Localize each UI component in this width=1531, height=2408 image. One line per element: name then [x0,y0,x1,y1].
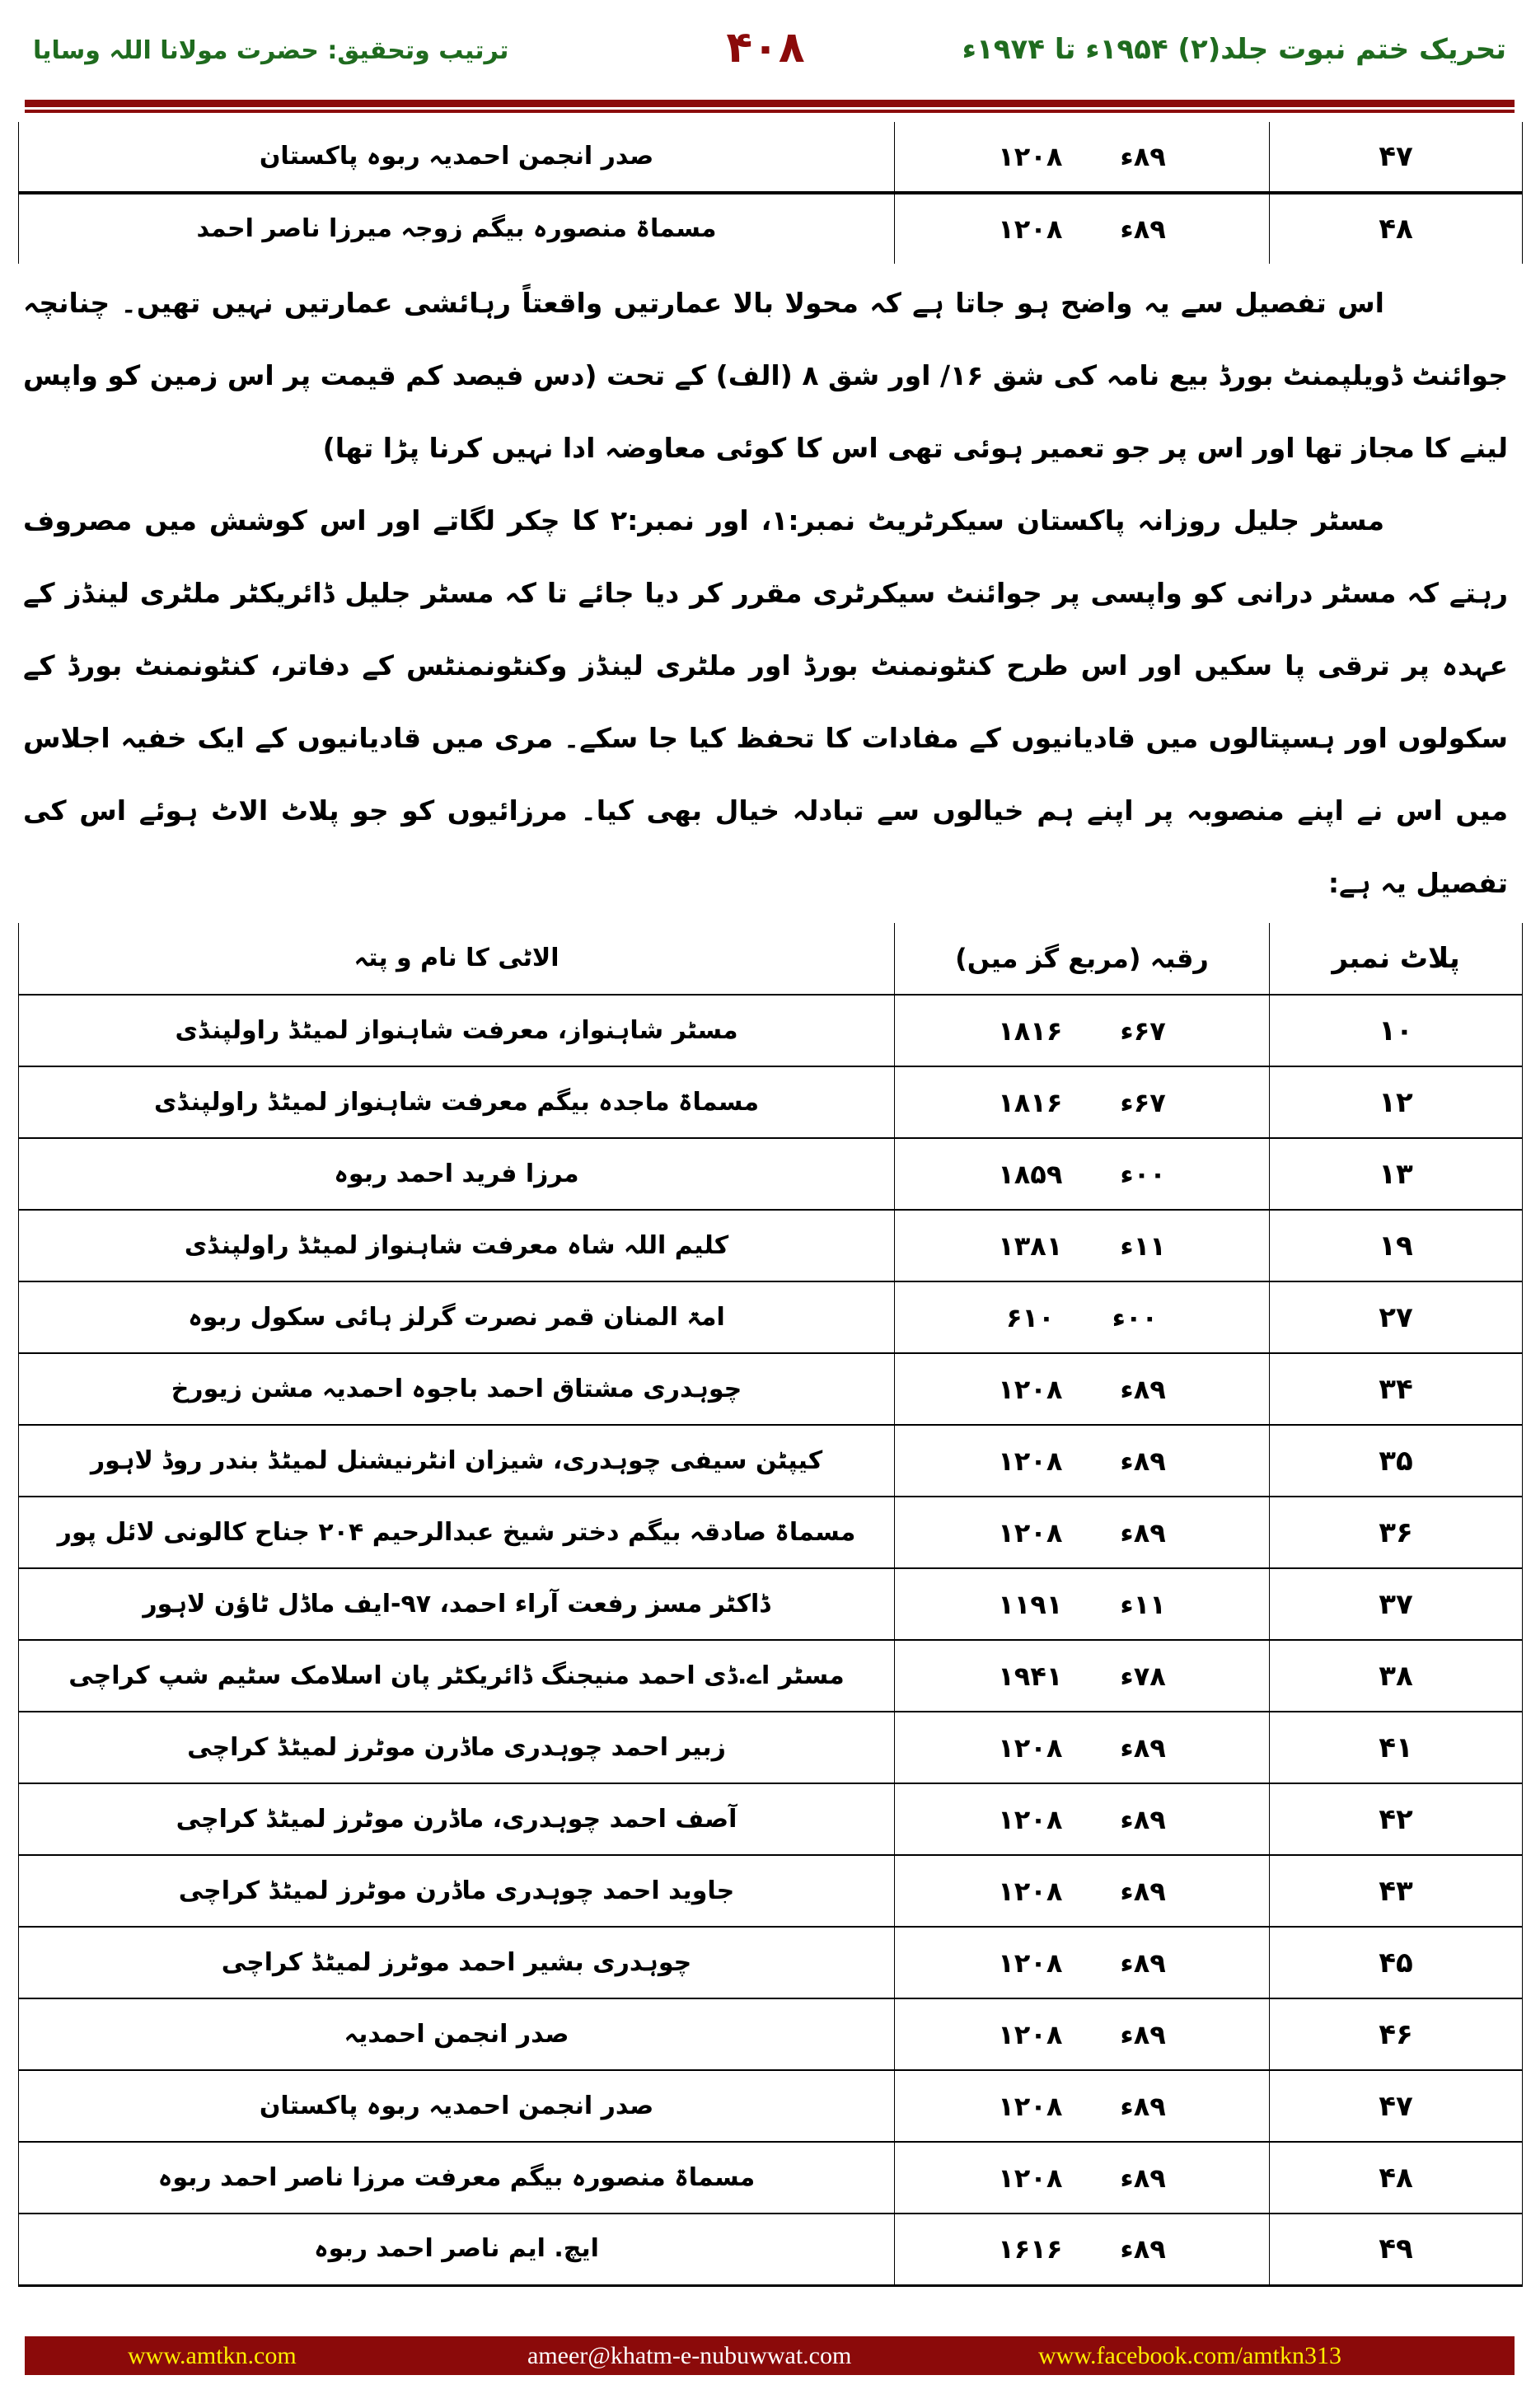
table-header-row [19,923,1523,995]
area-whole: ۱۲۰۸ [998,2018,1063,2050]
allottee-cell: مسماۃ منصورہ بیگم معرفت مرزا ناصر احمد ربوہ [19,2142,895,2214]
area-fraction: ۸۹ء [1120,141,1166,172]
allottee-cell: چوہدری مشتاق احمد باجوہ احمدیہ مشن زیورخ [19,1353,895,1425]
area-fraction: ۸۹ء [1120,1373,1166,1405]
area-cell [895,1353,1270,1425]
plot-number-cell: ۱۹ [1270,1210,1523,1281]
area-cell [895,193,1270,264]
area-cell [895,1066,1270,1138]
allottee-cell: صدر انجمن احمدیہ ربوہ پاکستان [19,2070,895,2142]
area-cell [895,2214,1270,2285]
page-number: ۴۰۸ [726,23,805,73]
table-row [19,2070,1523,2142]
area-fraction: ۸۹ء [1120,213,1166,245]
allottee-cell: جاوید احمد چوہدری ماڈرن موٹرز لمیٹڈ کراچی [19,1855,895,1927]
area-whole: ۱۲۰۸ [998,141,1063,172]
allottee-cell: مسماۃ صادقہ بیگم دختر شیخ عبدالرحیم ۲۰۴ جناح کالونی لائل پور [19,1497,895,1568]
header-plot-number: پلاٹ نمبر [1270,923,1523,995]
table-row [19,1998,1523,2070]
area-whole: ۱۲۰۸ [998,1875,1063,1907]
area-whole: ۱۶۱۶ [998,2233,1063,2265]
table-row [19,1425,1523,1497]
area-whole: ۱۲۰۸ [998,1947,1063,1979]
area-fraction: ۸۹ء [1120,1731,1166,1764]
area-whole: ۱۲۰۸ [998,2162,1063,2194]
area-whole: ۱۲۰۸ [998,213,1063,245]
allottee-cell: کیپٹن سیفی چوہدری، شیزان انٹرنیشنل لمیٹڈ بندر روڈ لاہور [19,1425,895,1497]
table-row [19,1855,1523,1927]
footer-email-link[interactable]: ameer@khatm-e-nubuwwat.com [527,2341,852,2369]
area-fraction: ۸۹ء [1120,2233,1166,2265]
plot-number-cell: ۴۹ [1270,2214,1523,2285]
area-cell [895,122,1270,193]
allottee-cell: مسٹر اے.ڈی احمد منیجنگ ڈائریکٹر پان اسلامک سٹیم شپ کراچی [19,1640,895,1712]
table-row [19,1927,1523,1998]
allottee-cell: امۃ المنان قمر نصرت گرلز ہائی سکول ربوہ [19,1281,895,1353]
footer-facebook-link[interactable]: www.facebook.com/amtkn313 [1038,2341,1341,2369]
area-cell [895,995,1270,1066]
plot-number-cell: ۴۸ [1270,193,1523,264]
area-cell [895,1497,1270,1568]
area-cell [895,1783,1270,1855]
area-cell [895,1855,1270,1927]
table-row [19,1640,1523,1712]
area-fraction: ۶۷ء [1120,1086,1166,1118]
area-whole: ۱۲۰۸ [998,1803,1063,1835]
area-cell [895,1640,1270,1712]
plot-number-cell: ۴۵ [1270,1927,1523,1998]
plot-number-cell: ۳۶ [1270,1497,1523,1568]
allottee-cell: مسماۃ ماجدہ بیگم معرفت شاہنواز لمیٹڈ راولپنڈی [19,1066,895,1138]
area-fraction: ۸۹ء [1120,1947,1166,1979]
plot-number-cell: ۴۱ [1270,1712,1523,1783]
plot-number-cell: ۴۲ [1270,1783,1523,1855]
plot-number-cell: ۴۶ [1270,1998,1523,2070]
area-whole: ۱۱۹۱ [998,1588,1063,1620]
area-fraction: ۸۹ء [1120,1445,1166,1477]
area-cell [895,1425,1270,1497]
table-row [19,1568,1523,1640]
table-row [19,1353,1523,1425]
table-row [19,122,1523,193]
table-row [19,1281,1523,1353]
table-row [19,1066,1523,1138]
plot-number-cell: ۱۳ [1270,1138,1523,1210]
area-fraction: ۷۸ء [1120,1660,1166,1692]
area-fraction: ۰۰ء [1120,1158,1166,1190]
compiler-credit: ترتیب وتحقیق: حضرت مولانا اللہ وسایا [33,36,509,65]
area-whole: ۱۲۰۸ [998,1445,1063,1477]
area-fraction: ۱۱ء [1120,1230,1166,1262]
allottee-cell: زبیر احمد چوہدری ماڈرن موٹرز لمیٹڈ کراچی [19,1712,895,1783]
allottee-cell: چوہدری بشیر احمد موٹرز لمیٹڈ کراچی [19,1927,895,1998]
allottee-cell: صدر انجمن احمدیہ [19,1998,895,2070]
table-row [19,193,1523,264]
table-row [19,1712,1523,1783]
area-whole: ۶۱۰ [1006,1301,1055,1333]
allottee-cell: مسٹر شاہنواز، معرفت شاہنواز لمیٹڈ راولپنڈی [19,995,895,1066]
area-cell [895,1210,1270,1281]
header-allottee: الاٹی کا نام و پتہ [19,923,895,995]
area-cell [895,1568,1270,1640]
area-fraction: ۸۹ء [1120,1875,1166,1907]
footer-bar [25,2336,1515,2375]
area-whole: ۱۸۱۶ [998,1014,1063,1047]
header-area: رقبہ (مربع گز میں) [895,923,1270,995]
book-title: تحریک ختم نبوت جلد(۲) ۱۹۵۴ء تا ۱۹۷۴ء [962,33,1506,66]
area-whole: ۱۸۱۶ [998,1086,1063,1118]
area-fraction: ۰۰ء [1112,1301,1159,1333]
plot-number-cell: ۴۷ [1270,122,1523,193]
area-fraction: ۸۹ء [1120,1803,1166,1835]
table-row [19,1210,1523,1281]
area-cell [895,2070,1270,2142]
plot-number-cell: ۲۷ [1270,1281,1523,1353]
paragraph-buildings: اس تفصیل سے یہ واضح ہو جاتا ہے کہ محولا بالا عمارتیں واقعتاً رہائشی عمارتیں نہیں تھیں۔ چنانچہ جوائنٹ ڈویلپمنٹ بورڈ بیع نامہ کی شق ۱۶/ اور شق ۸ (الف) کے تحت (دس فیصد کم قیمت پر اس زمین کو واپس لینے کا مجاز تھا اور اس پر جو تعمیر ہوئی تھی اس کا کوئی معاوضہ ادا نہیں کرنا پڑا تھا) [23,287,1508,464]
table-row [19,1497,1523,1568]
plot-number-cell: ۳۷ [1270,1568,1523,1640]
area-whole: ۱۲۰۸ [998,1516,1063,1548]
allottee-cell: مرزا فرید احمد ربوہ [19,1138,895,1210]
table-row [19,2214,1523,2285]
area-cell [895,1712,1270,1783]
footer-website-link[interactable]: www.amtkn.com [128,2341,297,2369]
plot-allotment-table [18,923,1523,2287]
area-fraction: ۶۷ء [1120,1014,1166,1047]
area-fraction: ۸۹ء [1120,2090,1166,2122]
area-cell [895,2142,1270,2214]
allottee-cell: کلیم اللہ شاہ معرفت شاہنواز لمیٹڈ راولپنڈی [19,1210,895,1281]
area-whole: ۱۹۴۱ [998,1660,1063,1692]
area-cell [895,1138,1270,1210]
continued-plots-table [18,122,1523,264]
area-fraction: ۸۹ء [1120,2018,1166,2050]
area-whole: ۱۲۰۸ [998,1731,1063,1764]
table-row [19,995,1523,1066]
plot-number-cell: ۱۲ [1270,1066,1523,1138]
plot-number-cell: ۴۷ [1270,2070,1523,2142]
table-row [19,2142,1523,2214]
table-row [19,1783,1523,1855]
allottee-cell: مسماۃ منصورہ بیگم زوجہ میرزا ناصر احمد [19,193,895,264]
table-row [19,1138,1523,1210]
area-whole: ۱۳۸۱ [998,1230,1063,1262]
plot-number-cell: ۴۸ [1270,2142,1523,2214]
area-fraction: ۱۱ء [1120,1588,1166,1620]
area-whole: ۱۲۰۸ [998,1373,1063,1405]
area-fraction: ۸۹ء [1120,2162,1166,2194]
area-cell [895,1998,1270,2070]
area-fraction: ۸۹ء [1120,1516,1166,1548]
plot-number-cell: ۳۴ [1270,1353,1523,1425]
allottee-cell: ڈاکٹر مسز رفعت آراء احمد، ۹۷-ایف ماڈل ٹاؤن لاہور [19,1568,895,1640]
area-cell [895,1927,1270,1998]
paragraph-mr-jalil: مسٹر جلیل روزانہ پاکستان سیکرٹریٹ نمبر:۱، اور نمبر:۲ کا چکر لگاتے اور اس کوشش میں مصروف رہتے کہ مسٹر درانی کو واپسی پر جوائنٹ سیکرٹری مقرر کر دیا جائے تا کہ مسٹر جلیل ڈائریکٹر ملٹری لینڈز کے عہدہ پر ترقی پا سکیں اور اس طرح کنٹونمنٹ بورڈ اور ملٹری لینڈز وکنٹونمنٹس کے دفاتر، کنٹونمنٹ بورڈ کے سکولوں اور ہسپتالوں میں قادیانیوں کے مفادات کا تحفظ کیا جا سکے۔ مری میں قادیانیوں کے ایک خفیہ اجلاس میں اس نے اپنے منصوبہ پر اپنے ہم خیالوں سے تبادلہ خیال بھی کیا۔ مرزائیوں کو جو پلاٹ الاٹ ہوئے اس کی تفصیل یہ ہے: [23,504,1508,899]
plot-number-cell: ۴۳ [1270,1855,1523,1927]
allottee-cell: ایچ. ایم ناصر احمد ربوہ [19,2214,895,2285]
allottee-cell: صدر انجمن احمدیہ ربوہ پاکستان [19,122,895,193]
plot-number-cell: ۳۸ [1270,1640,1523,1712]
area-whole: ۱۲۰۸ [998,2090,1063,2122]
area-cell [895,1281,1270,1353]
allottee-cell: آصف احمد چوہدری، ماڈرن موٹرز لمیٹڈ کراچی [19,1783,895,1855]
area-whole: ۱۸۵۹ [998,1158,1063,1190]
plot-number-cell: ۳۵ [1270,1425,1523,1497]
plot-number-cell: ۱۰ [1270,995,1523,1066]
